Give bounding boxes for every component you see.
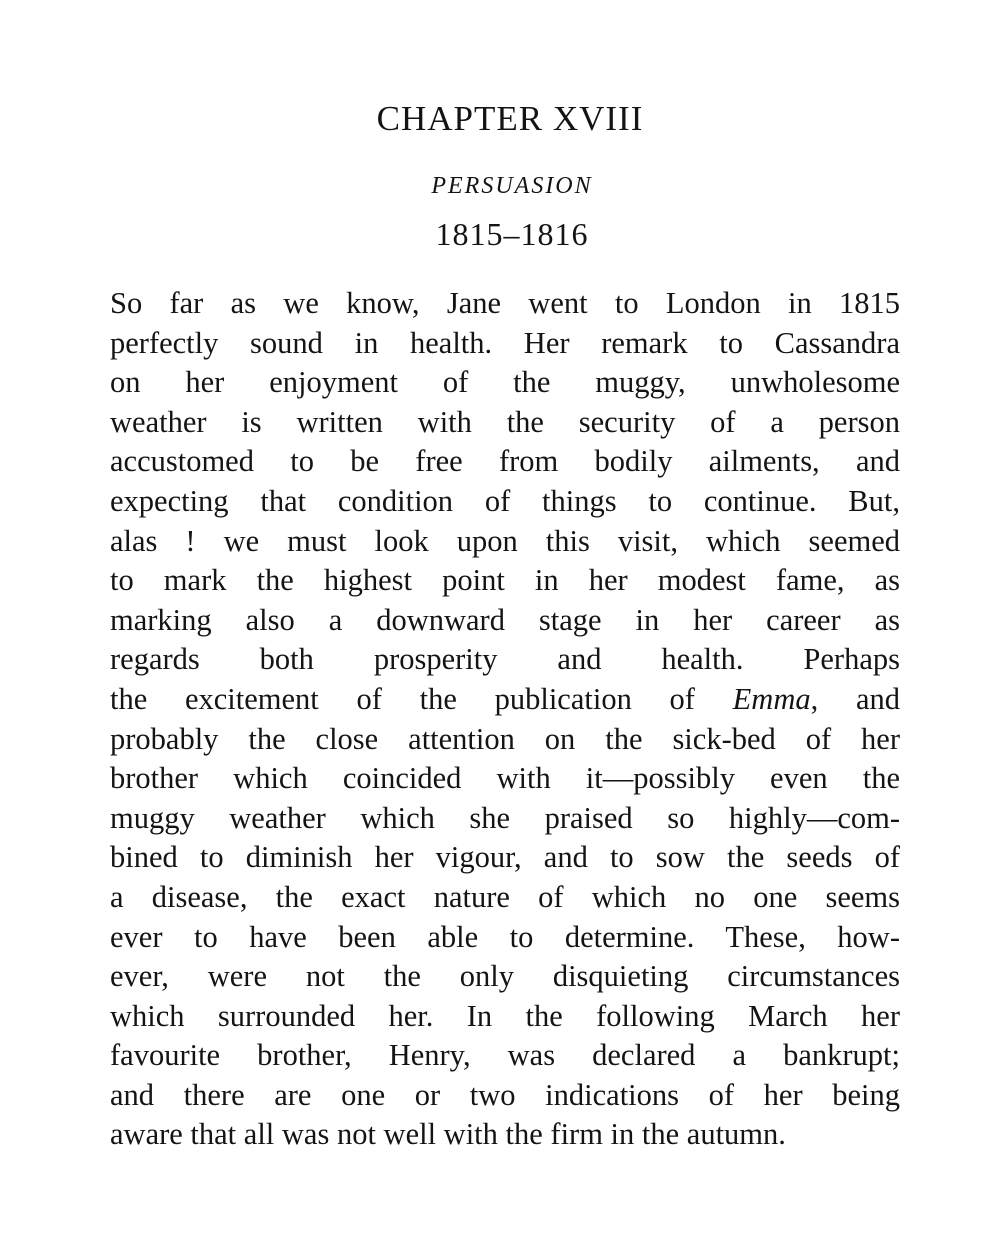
text-line: brother which coincided with it—possibly even the	[110, 761, 900, 796]
text-line: on her enjoyment of the muggy, unwholesome	[110, 365, 900, 400]
text-line: perfectly sound in health. Her remark to Cassandra	[110, 325, 900, 360]
text-line: ever, were not the only disquieting circumstances	[110, 959, 900, 994]
text-line: a disease, the exact nature of which no one seems	[110, 879, 900, 914]
line-text-tail: , and	[810, 681, 900, 716]
text-line: So far as we know, Jane went to London in 1815	[110, 286, 900, 320]
chapter-paragraph	[110, 284, 900, 1155]
text-line: to mark the highest point in her modest fame, as	[110, 563, 900, 598]
text-line: and there are one or two indications of her being	[110, 1077, 900, 1112]
text-line: accustomed to be free from bodily ailments, and	[110, 444, 900, 479]
line-text: the excitement of the publication of	[110, 681, 695, 716]
text-line: regards both prosperity and health. Perhaps	[110, 642, 900, 677]
text-line: expecting that condition of things to continue. But,	[110, 483, 900, 518]
text-line: muggy weather which she praised so highly—com-	[110, 800, 900, 835]
chapter-years: 1815–1816	[435, 216, 589, 252]
italic-book-title: Emma	[732, 681, 811, 716]
text-line: weather is written with the security of a person	[110, 404, 900, 439]
book-title: PERSUASION	[431, 173, 593, 199]
text-line: which surrounded her. In the following March her	[110, 998, 900, 1033]
text-line: marking also a downward stage in her career as	[110, 602, 900, 637]
text-line: probably the close attention on the sick-bed of her	[110, 721, 900, 756]
chapter-heading: CHAPTER XVIII	[376, 99, 644, 138]
text-line: favourite brother, Henry, was declared a bankrupt;	[110, 1038, 900, 1073]
text-line: bined to diminish her vigour, and to sow the seeds of	[110, 840, 900, 875]
text-line-with-italic	[110, 680, 900, 720]
text-line: aware that all was not well with the firm in the autumn.	[110, 1117, 786, 1152]
text-line: alas ! we must look upon this visit, which seemed	[110, 523, 900, 558]
text-line: ever to have been able to determine. These, how-	[110, 919, 900, 954]
